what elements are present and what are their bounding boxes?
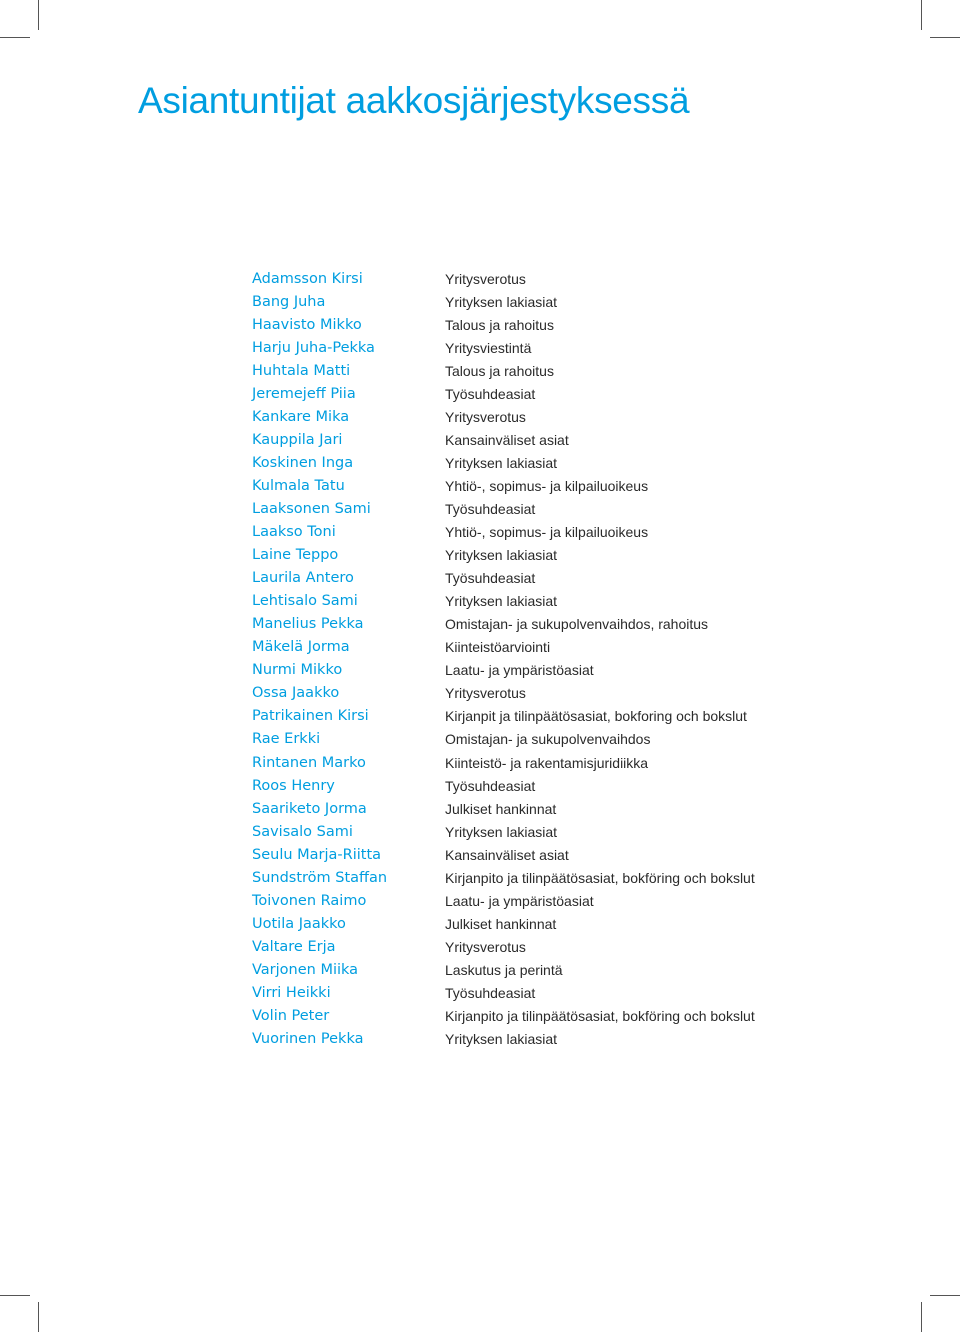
expertise-field: Työsuhdeasiat — [445, 777, 536, 794]
expert-name[interactable]: Kauppila Jari — [252, 431, 343, 448]
list-item — [252, 451, 772, 474]
expert-name[interactable]: Harju Juha-Pekka — [252, 339, 375, 356]
list-item — [252, 313, 772, 336]
list-item — [252, 290, 772, 313]
expert-name[interactable]: Volin Peter — [252, 1008, 330, 1025]
expertise-field: Yhtiö-, sopimus- ja kilpailuoikeus — [445, 524, 649, 541]
expert-name[interactable]: Laine Teppo — [252, 547, 339, 564]
expertise-field: Kirjanpito ja tilinpäätösasiat, bokföring och bokslut — [445, 1008, 755, 1025]
expert-name[interactable]: Toivonen Raimo — [252, 892, 367, 909]
list-item — [252, 590, 772, 613]
list-item — [252, 912, 772, 935]
list-item — [252, 981, 772, 1004]
list-item — [252, 336, 772, 359]
expertise-field: Kansainväliset asiat — [445, 431, 569, 448]
expert-name[interactable]: Roos Henry — [252, 777, 335, 794]
list-item — [252, 567, 772, 590]
expert-name[interactable]: Saariketo Jorma — [252, 800, 367, 817]
expert-name[interactable]: Jeremejeff Piia — [252, 385, 356, 402]
expert-name[interactable]: Huhtala Matti — [252, 362, 351, 379]
expert-name[interactable]: Uotila Jaakko — [252, 915, 346, 932]
crop-mark-bottom-left — [38, 1302, 39, 1332]
expertise-field: Kiinteistöarviointi — [445, 639, 551, 656]
crop-mark-bottom-right — [921, 1302, 922, 1332]
expertise-field: Kansainväliset asiat — [445, 846, 569, 863]
expertise-field: Yrityksen lakiasiat — [445, 293, 558, 310]
expert-name[interactable]: Virri Heikki — [252, 984, 331, 1001]
expertise-field: Omistajan- ja sukupolvenvaihdos, rahoitus — [445, 616, 709, 633]
crop-mark-top-left-h — [0, 37, 30, 38]
expert-name[interactable]: Kankare Mika — [252, 408, 350, 425]
list-item — [252, 843, 772, 866]
list-item — [252, 497, 772, 520]
expertise-field: Laatu- ja ympäristöasiat — [445, 892, 594, 909]
list-item — [252, 382, 772, 405]
list-item — [252, 958, 772, 981]
expert-name[interactable]: Manelius Pekka — [252, 616, 364, 633]
expert-list — [252, 267, 772, 1051]
list-item — [252, 428, 772, 451]
expertise-field: Kirjanpit ja tilinpäätösasiat, bokforing och bokslut — [445, 708, 747, 725]
expert-name[interactable]: Laurila Antero — [252, 570, 354, 587]
expert-name[interactable]: Koskinen Inga — [252, 454, 354, 471]
expert-name[interactable]: Mäkelä Jorma — [252, 639, 350, 656]
list-item — [252, 820, 772, 843]
list-item — [252, 728, 772, 751]
expertise-field: Työsuhdeasiat — [445, 984, 536, 1001]
expert-name[interactable]: Vuorinen Pekka — [252, 1031, 364, 1048]
list-item — [252, 613, 772, 636]
expert-name[interactable]: Nurmi Mikko — [252, 662, 343, 679]
expertise-field: Työsuhdeasiat — [445, 385, 536, 402]
list-item — [252, 544, 772, 567]
list-item — [252, 521, 772, 544]
expert-name[interactable]: Sundström Staffan — [252, 869, 388, 886]
expertise-field: Yrityksen lakiasiat — [445, 547, 558, 564]
list-item — [252, 359, 772, 382]
crop-mark-bottom-left-h — [0, 1295, 30, 1296]
list-item — [252, 474, 772, 497]
list-item — [252, 797, 772, 820]
expertise-field: Kirjanpito ja tilinpäätösasiat, bokföring och bokslut — [445, 869, 755, 886]
expertise-field: Yrityksen lakiasiat — [445, 454, 558, 471]
expertise-field: Yrityksen lakiasiat — [445, 593, 558, 610]
expertise-field: Yritysverotus — [445, 938, 526, 955]
list-item — [252, 935, 772, 958]
list-item — [252, 405, 772, 428]
list-item — [252, 774, 772, 797]
expertise-field: Julkiset hankinnat — [445, 915, 557, 932]
expert-name[interactable]: Adamsson Kirsi — [252, 270, 363, 287]
crop-mark-top-right-h — [930, 37, 960, 38]
expertise-field: Yritysverotus — [445, 408, 526, 425]
expertise-field: Laskutus ja perintä — [445, 961, 563, 978]
expert-name[interactable]: Valtare Erja — [252, 938, 336, 955]
list-item — [252, 682, 772, 705]
list-item — [252, 889, 772, 912]
expert-name[interactable]: Laaksonen Sami — [252, 500, 371, 517]
list-item — [252, 1028, 772, 1051]
expert-name[interactable]: Haavisto Mikko — [252, 316, 362, 333]
expert-name[interactable]: Laakso Toni — [252, 524, 336, 541]
expert-name[interactable]: Rintanen Marko — [252, 754, 366, 771]
expertise-field: Talous ja rahoitus — [445, 362, 554, 379]
list-item — [252, 866, 772, 889]
expertise-field: Kiinteistö- ja rakentamisjuridiikka — [445, 754, 649, 771]
list-item — [252, 705, 772, 728]
list-item — [252, 1005, 772, 1028]
list-item — [252, 751, 772, 774]
expertise-field: Yhtiö-, sopimus- ja kilpailuoikeus — [445, 477, 649, 494]
expertise-field: Yrityksen lakiasiat — [445, 823, 558, 840]
expert-name[interactable]: Varjonen Miika — [252, 961, 359, 978]
crop-mark-top-right — [921, 0, 922, 30]
expert-name[interactable]: Seulu Marja-Riitta — [252, 846, 382, 863]
expertise-field: Julkiset hankinnat — [445, 800, 557, 817]
expertise-field: Työsuhdeasiat — [445, 570, 536, 587]
expert-name[interactable]: Savisalo Sami — [252, 823, 353, 840]
expertise-field: Yritysverotus — [445, 685, 526, 702]
expert-name[interactable]: Rae Erkki — [252, 731, 321, 748]
expertise-field: Yritysverotus — [445, 270, 526, 287]
page-title: Asiantuntijat aakkosjärjestyksessä — [138, 80, 690, 121]
list-item — [252, 636, 772, 659]
expertise-field: Työsuhdeasiat — [445, 500, 536, 517]
expertise-field: Yritysviestintä — [445, 339, 532, 356]
expert-name[interactable]: Bang Juha — [252, 293, 326, 310]
expertise-field: Talous ja rahoitus — [445, 316, 554, 333]
crop-mark-bottom-right-h — [930, 1295, 960, 1296]
expertise-field: Yrityksen lakiasiat — [445, 1031, 558, 1048]
expert-name[interactable]: Ossa Jaakko — [252, 685, 340, 702]
expert-name[interactable]: Lehtisalo Sami — [252, 593, 358, 610]
expert-name[interactable]: Kulmala Tatu — [252, 477, 345, 494]
expertise-field: Laatu- ja ympäristöasiat — [445, 662, 594, 679]
crop-mark-top-left — [38, 0, 39, 30]
list-item — [252, 659, 772, 682]
list-item — [252, 267, 772, 290]
expert-name[interactable]: Patrikainen Kirsi — [252, 708, 369, 725]
expertise-field: Omistajan- ja sukupolvenvaihdos — [445, 731, 651, 748]
